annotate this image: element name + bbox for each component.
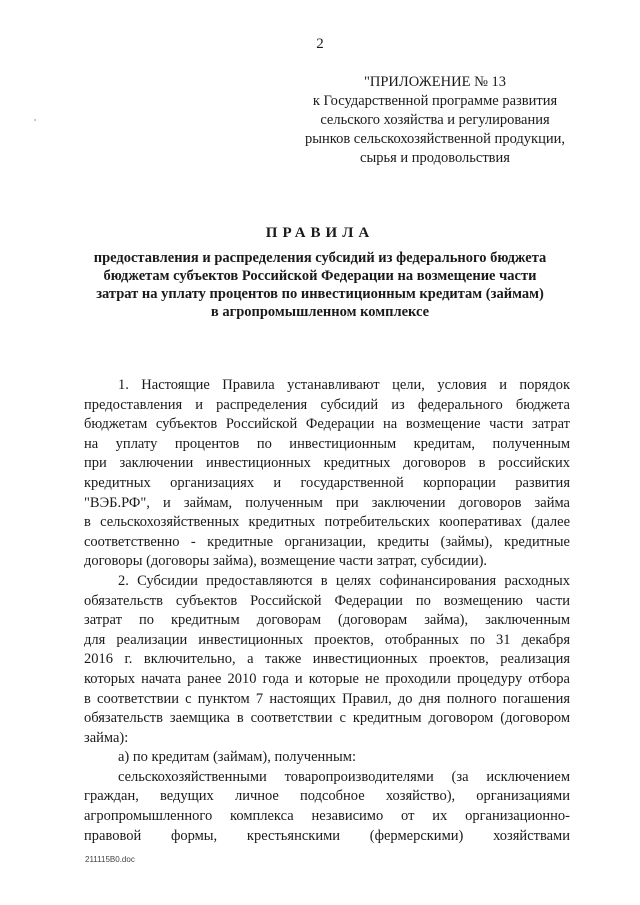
- paragraph-1-line: "ВЭБ.РФ", и займам, полученным при заключении договоров займа: [84, 494, 570, 511]
- file-name-footer: 211115B0.doc: [85, 855, 135, 864]
- subtitle-line: бюджетам субъектов Российской Федерации на возмещение части: [103, 268, 537, 284]
- paragraph-2-line: затрат по кредитным договорам (договорам займа), заключенным: [84, 612, 570, 629]
- appendix-line: "ПРИЛОЖЕНИЕ № 13: [363, 74, 507, 90]
- document-subtitle: [60, 249, 580, 321]
- paragraph-1-line: соответственно - кредитные организации, кредиты (займы), кредитные: [84, 533, 570, 550]
- paragraph-2-line: для реализации инвестиционных проектов, отобранных по 31 декабря: [84, 631, 570, 648]
- subitem-a-line: а) по кредитам (займам), полученным:: [118, 749, 356, 766]
- paragraph-2-line: 2. Субсидии предоставляются в целях софинансирования расходных: [118, 572, 570, 589]
- page-number: 2: [316, 36, 324, 52]
- paragraph-2-line: займа):: [84, 729, 129, 746]
- paragraph-2-line: в соответствии с пунктом 7 настоящих Правил, до дня полного погашения: [84, 690, 570, 707]
- appendix-line: к Государственной программе развития: [312, 93, 558, 109]
- paragraph-1-line: в сельскохозяйственных кредитных потребительских кооперативах (далее: [84, 514, 570, 531]
- paragraph-1-line: при заключении инвестиционных кредитных договоров в российских: [84, 455, 570, 472]
- paragraph-1-line: кредитных организациях и государственной корпорации развития: [84, 474, 570, 491]
- subitem-a-text-line: сельскохозяйственными товаропроизводителями (за исключением: [118, 768, 570, 785]
- paragraph-2-line: обязательств заемщика в соответствии с кредитным договором (договором: [84, 710, 570, 727]
- subtitle-line: в агропромышленном комплексе: [210, 304, 430, 320]
- paragraph-2-line: 2016 г. включительно, а также инвестиционных проектов, реализация: [84, 651, 570, 668]
- paragraph-2-line: которых начата ранее 2010 года и которые не проходили процедуру отбора: [84, 670, 570, 687]
- paragraph-1-line: 1. Настоящие Правила устанавливают цели, условия и порядок: [118, 377, 570, 393]
- appendix-header: [285, 73, 585, 168]
- appendix-line: рынков сельскохозяйственной продукции,: [305, 131, 565, 147]
- subitem-a-text-line: граждан, ведущих личное подсобное хозяйство), организациями: [84, 788, 570, 805]
- paragraph-2-line: обязательств субъектов Российской Федерации по возмещению части: [84, 592, 570, 609]
- appendix-line: сырья и продовольствия: [360, 150, 510, 166]
- document-title: ПРАВИЛА: [265, 225, 375, 241]
- subitem-a-text-line: агропромышленного комплекса независимо от их организационно-: [84, 808, 570, 825]
- paragraph-1-line: предоставления и распределения субсидий из федерального бюджета: [84, 396, 570, 413]
- paragraph-1-line: бюджетам субъектов Российской Федерации на возмещение части затрат: [84, 416, 570, 433]
- subitem-a-text-line: правовой формы, крестьянскими (фермерскими) хозяйствами: [84, 827, 570, 844]
- paragraph-1-line: на уплату процентов по инвестиционным кредитам, полученным: [84, 435, 570, 452]
- scan-speck: [34, 119, 36, 121]
- subtitle-line: затрат на уплату процентов по инвестиционным кредитам (займам): [96, 286, 544, 302]
- appendix-line: сельского хозяйства и регулирования: [320, 112, 550, 128]
- paragraph-1-line: договоры (договоры займа), возмещение части затрат, субсидии).: [84, 553, 488, 570]
- document-body: [84, 376, 570, 846]
- subtitle-line: предоставления и распределения субсидий из федерального бюджета: [93, 250, 547, 266]
